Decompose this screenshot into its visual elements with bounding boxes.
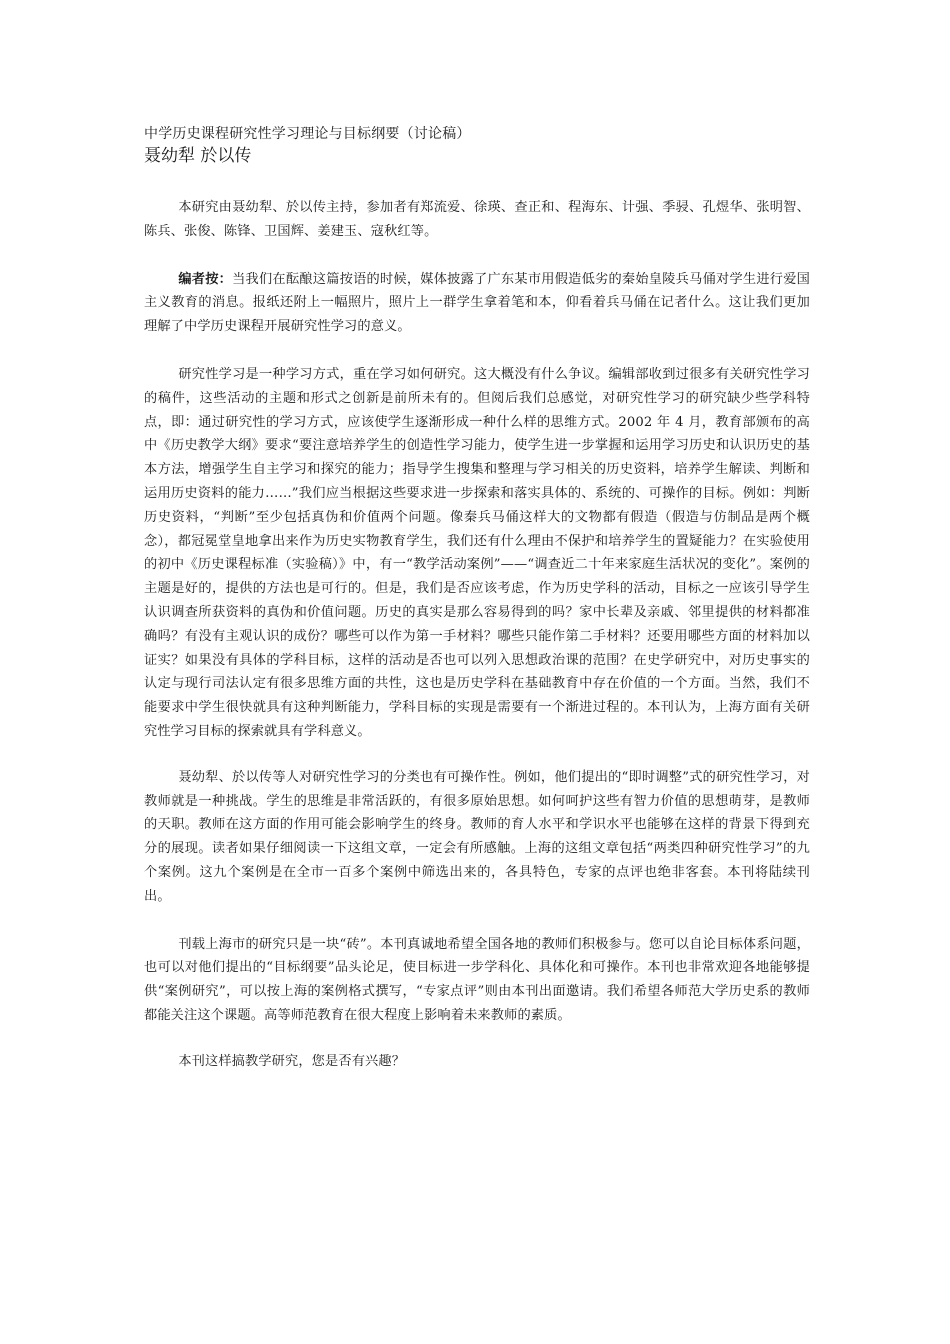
document-page bbox=[144, 124, 810, 1074]
editor-note-text: 当我们在酝酿这篇按语的时候，媒体披露了广东某市用假造低劣的秦始皇陵兵马俑对学生进行爱国主义教育的消息。报纸还附上一幅照片，照片上一群学生拿着笔和本，仰看着兵马俑在记者什么。这让我们更加理解了中学历史课程开展研究性学习的意义。 bbox=[144, 271, 810, 335]
intro-paragraph: 本研究由聂幼犁、於以传主持，参加者有郑流爱、徐瑛、查正和、程海东、计强、季骎、孔煜华、张明智、陈兵、张俊、陈锋、卫国辉、姜建玉、寇秋红等。 bbox=[144, 200, 810, 239]
editor-note-label: 编者按： bbox=[178, 271, 233, 287]
closing-paragraph: 本刊这样搞教学研究，您是否有兴趣？ bbox=[178, 1053, 406, 1069]
research-paragraph: 研究性学习是一种学习方式，重在学习如何研究。这大概没有什么争议。编辑部收到过很多有关研究性学习的稿件，这些活动的主题和形式之创新是前所未有的。但阅后我们总感觉，对研究性学习的研究缺少些学科特点，即：通过研究性的学习方式，应该使学生逐渐形成一种什么样的思维方式。2002 年 4 月，教育部颁布的高中《历史教学大纲》要求“要注意培养学生的创造性学习能力，使学生进一步掌握和运用学习历史和认识历史的基本方法，增强学生自主学习和探究的能力；指导学生搜集和整理与学习相关的历史资料，培养学生解读、判断和运用历史资料的能力……”我们应当根据这些要求进一步探索和落实具体的、系统的、可操作的目标。例如：判断历史资料，“判断”至少包括真伪和价值两个问题。像秦兵马俑这样大的文物都有假造（假造与仿制品是两个概念），都冠冕堂皇地拿出来作为历史实物教育学生，我们还有什么理由不保护和培养学生的置疑能力？在实验使用的初中《历史课程标准（实验稿）》中，有一“教学活动案例”——“调查近二十年来家庭生活状况的变化”。案例的主题是好的，提供的方法也是可行的。但是，我们是否应该考虑，作为历史学科的活动，目标之一应该引导学生认识调查所获资料的真伪和价值问题。历史的真实是那么容易得到的吗？家中长辈及亲戚、邻里提供的材料都准确吗？有没有主观认识的成份？哪些可以作为第一手材料？哪些只能作第二手材料？还要用哪些方面的材料加以证实？如果没有具体的学科目标，这样的活动是否也可以列入思想政治课的范围？在史学研究中，对历史事实的认定与现行司法认定有很多思维方面的共性，这也是历史学科在基础教育中存在价值的一个方面。当然，我们不能要求中学生很快就具有这种判断能力，学科目标的实现是需要有一个渐进过程的。本刊认为，上海方面有关研究性学习目标的探索就具有学科意义。 bbox=[144, 366, 810, 739]
document-authors: 聂幼犁 於以传 bbox=[144, 146, 252, 166]
classification-paragraph: 聂幼犁、於以传等人对研究性学习的分类也有可操作性。例如，他们提出的“即时调整”式的研究性学习，对教师就是一种挑战。学生的思维是非常活跃的，有很多原始思想。如何呵护这些有智力价值的思想萌芽，是教师的天职。教师在这方面的作用可能会影响学生的终身。教师的育人水平和学识水平也能够在这样的背景下得到充分的展现。读者如果仔细阅读一下这组文章，一定会有所感触。上海的这组文章包括“两类四种研究性学习”的九个案例。这九个案例是在全市一百多个案例中筛选出来的，各具特色，专家的点评也绝非客套。本刊将陆续刊出。 bbox=[144, 769, 810, 904]
invitation-paragraph: 刊载上海市的研究只是一块“砖”。本刊真诚地希望全国各地的教师们积极参与。您可以自论目标体系问题，也可以对他们提出的“目标纲要”品头论足，使目标进一步学科化、具体化和可操作。本刊也非常欢迎各地能够提供“案例研究”，可以按上海的案例格式撰写，“专家点评”则由本刊出面邀请。我们希望各师范大学历史系的教师都能关注这个课题。高等师范教育在很大程度上影响着未来教师的素质。 bbox=[144, 936, 810, 1023]
document-title: 中学历史课程研究性学习理论与目标纲要（讨论稿） bbox=[144, 126, 471, 142]
editor-note-paragraph bbox=[144, 268, 810, 339]
